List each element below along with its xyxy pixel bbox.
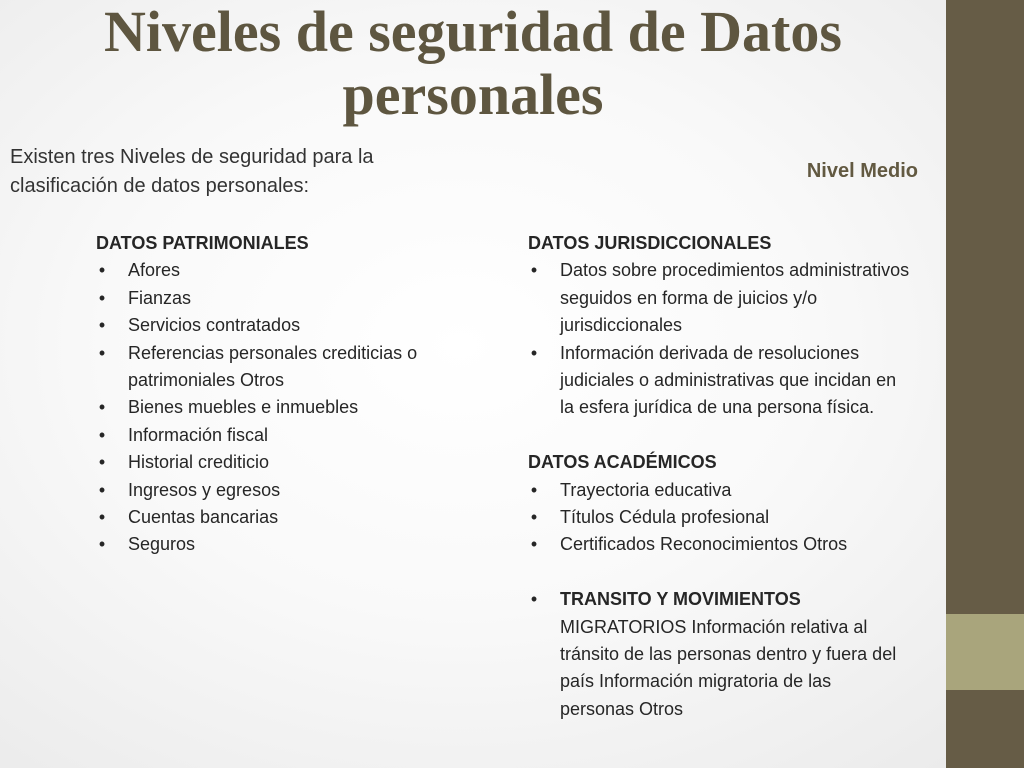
- academicos-heading: DATOS ACADÉMICOS: [528, 452, 717, 473]
- bullet-icon: •: [98, 452, 106, 473]
- list-item-text: Servicios contratados: [128, 315, 301, 336]
- intro-text: [10, 143, 470, 201]
- list-item: [96, 449, 468, 476]
- bullet-icon: •: [98, 397, 106, 418]
- list-item: [528, 257, 910, 339]
- list-item-text: Afores: [128, 260, 181, 281]
- bullet-icon: •: [530, 260, 538, 281]
- academicos-list: [528, 477, 918, 559]
- list-item: [528, 504, 910, 531]
- side-accent-block: [946, 614, 1024, 690]
- slide-title-line-1: Niveles de seguridad de Datos: [104, 0, 842, 64]
- right-column: [528, 230, 918, 723]
- jurisdiccionales-heading: DATOS JURISDICCIONALES: [528, 233, 772, 253]
- list-item-text: Cuentas bancarias: [128, 507, 279, 528]
- section-spacer: [528, 422, 918, 449]
- bullet-icon: •: [530, 589, 538, 610]
- jurisdiccionales-list: [528, 257, 918, 421]
- bullet-icon: •: [98, 424, 106, 445]
- list-item: [528, 531, 910, 558]
- transito-heading: TRANSITO Y MOVIMIENTOS: [560, 589, 801, 610]
- intro-line-2: clasificación de datos personales:: [10, 175, 310, 197]
- list-item: [528, 340, 910, 422]
- list-item-text: Títulos Cédula profesional: [560, 507, 770, 528]
- list-item: [96, 285, 468, 312]
- list-item: [96, 531, 468, 558]
- list-item: [528, 586, 910, 723]
- list-item-text: Seguros: [128, 534, 196, 555]
- list-item-text: Bienes muebles e inmuebles: [128, 397, 359, 418]
- list-item-text: Fianzas: [128, 287, 192, 308]
- list-item: [96, 312, 468, 339]
- slide-title-line-2: personales: [342, 62, 604, 127]
- bullet-icon: •: [98, 260, 106, 281]
- transito-list: [528, 586, 918, 723]
- list-item: [96, 477, 468, 504]
- list-item-text: Trayectoria educativa: [560, 479, 732, 500]
- section-spacer: [528, 559, 918, 586]
- bullet-icon: •: [98, 287, 106, 308]
- bullet-icon: •: [98, 479, 106, 500]
- patrimoniales-heading: DATOS PATRIMONIALES: [96, 233, 309, 253]
- list-item: [96, 422, 468, 449]
- list-item-text: Información fiscal: [128, 424, 269, 445]
- bullet-icon: •: [530, 534, 538, 555]
- bullet-icon: •: [98, 315, 106, 336]
- list-item-text: Referencias personales crediticias o patrimoniales Otros: [128, 342, 418, 391]
- list-item: [96, 257, 468, 284]
- bullet-icon: •: [530, 507, 538, 528]
- list-item-text: Datos sobre procedimientos administrativos seguidos en forma de juicios y/o jurisdiccionales: [560, 260, 910, 336]
- list-item: [96, 340, 468, 395]
- list-item: [96, 394, 468, 421]
- list-item-text: Certificados Reconocimientos Otros: [560, 534, 848, 555]
- level-label: Nivel Medio: [806, 160, 918, 182]
- list-item-text: Ingresos y egresos: [128, 479, 281, 500]
- list-item: [96, 504, 468, 531]
- intro-line-1: Existen tres Niveles de seguridad para la: [10, 146, 374, 168]
- list-item-text: Información derivada de resoluciones judiciales o administrativas que incidan en la esfera jurídica de una persona física.: [560, 342, 897, 418]
- list-item: [528, 477, 910, 504]
- transito-body: MIGRATORIOS Información relativa al tránsito de las personas dentro y fuera del país Información migratoria de las personas Otros: [560, 616, 897, 719]
- bullet-icon: •: [98, 342, 106, 363]
- left-column: [96, 230, 496, 559]
- slide-title: [0, 0, 946, 126]
- bullet-icon: •: [530, 479, 538, 500]
- bullet-icon: •: [98, 507, 106, 528]
- patrimoniales-list: [96, 257, 496, 558]
- bullet-icon: •: [98, 534, 106, 555]
- bullet-icon: •: [530, 342, 538, 363]
- list-item-text: Historial crediticio: [128, 452, 270, 473]
